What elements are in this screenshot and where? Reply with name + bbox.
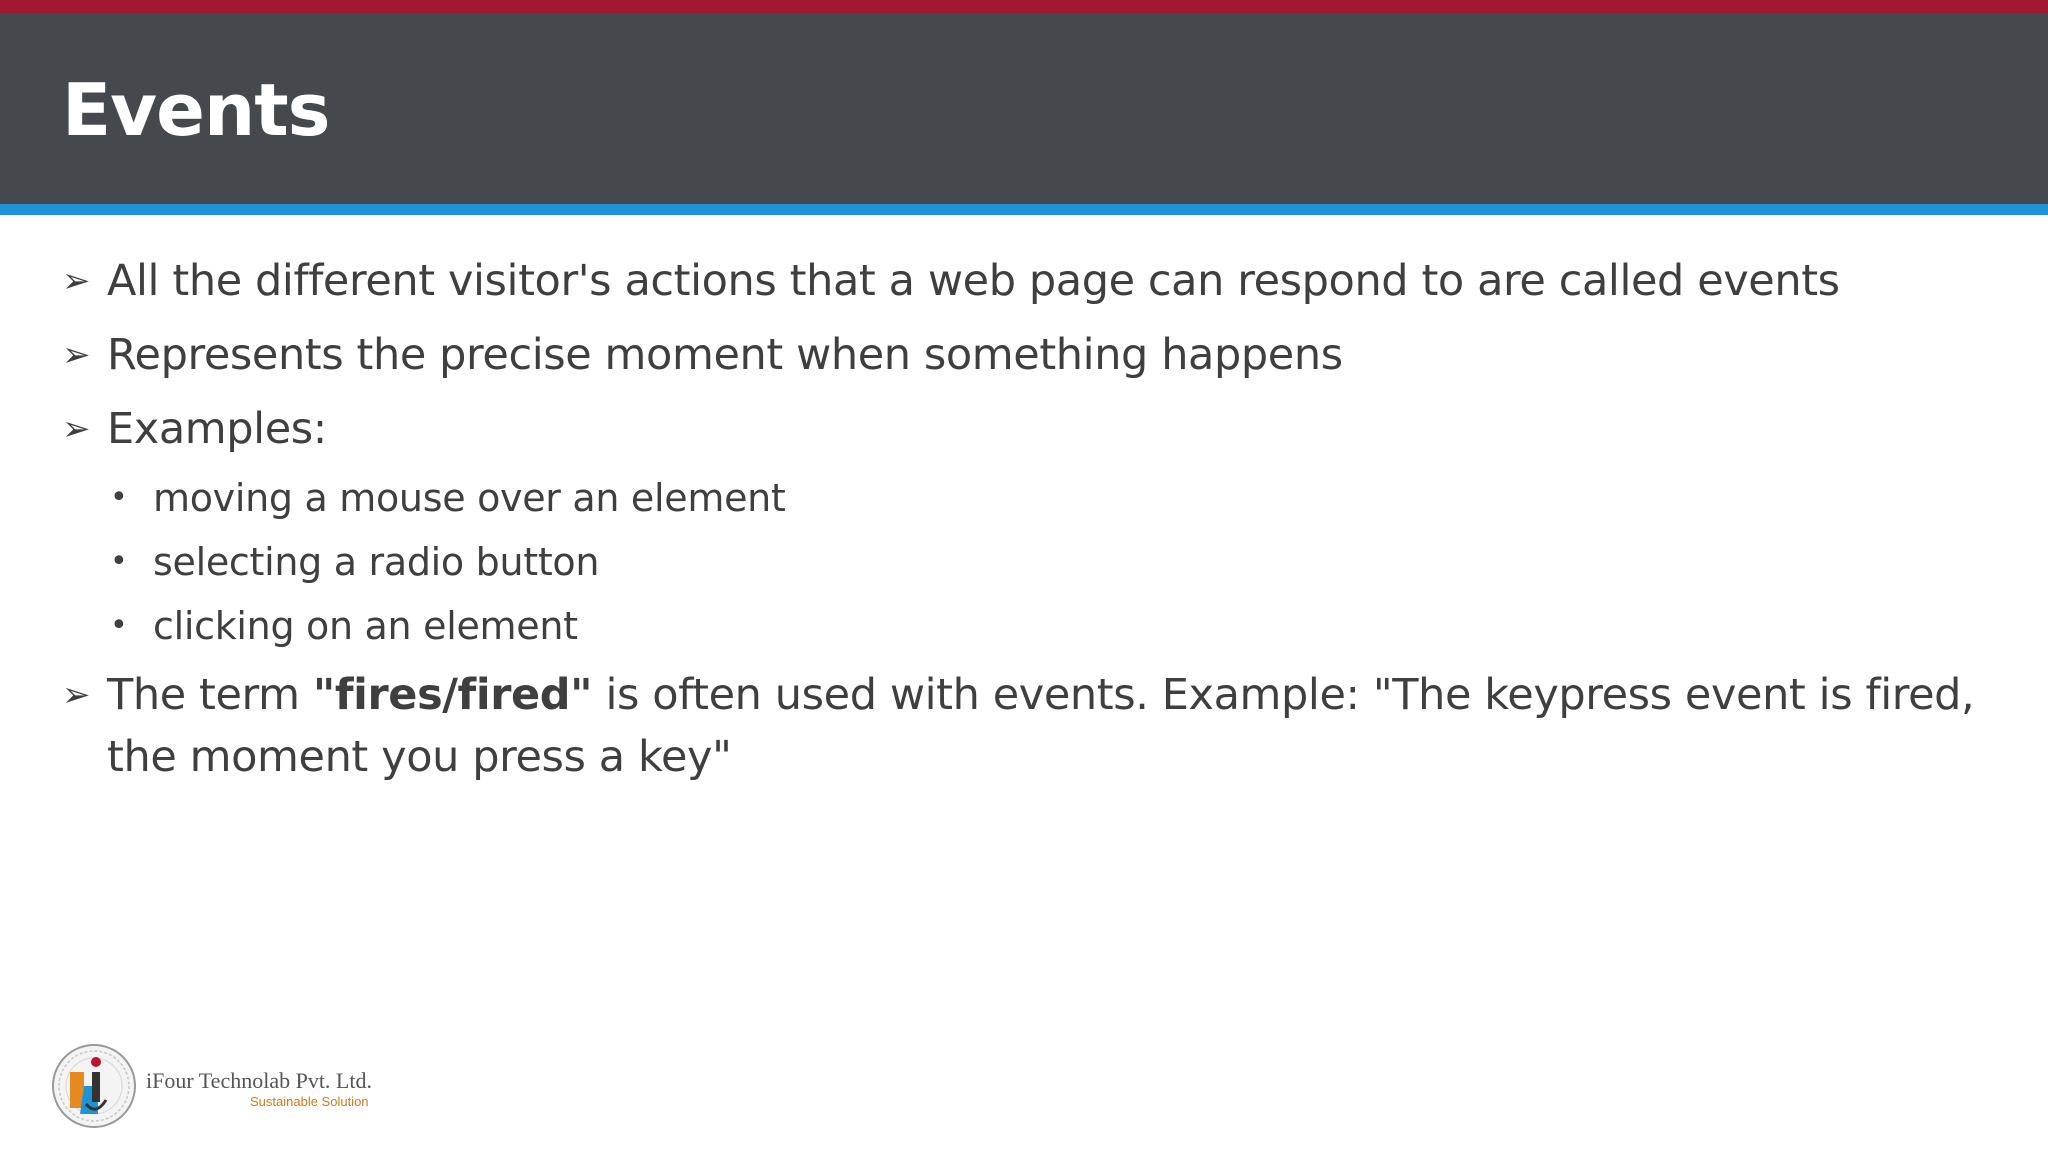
header-underline bbox=[0, 204, 2048, 215]
arrow-bullet-icon: ➢ bbox=[62, 261, 91, 301]
arrow-bullet-icon: ➢ bbox=[62, 409, 91, 449]
bullet-text: Represents the precise moment when something happens bbox=[107, 330, 1343, 380]
bullet-item bbox=[62, 324, 2002, 386]
slide-title: Events bbox=[62, 68, 330, 152]
bullet-text-start: The term bbox=[107, 670, 313, 720]
dot-bullet-icon: • bbox=[110, 480, 128, 515]
bullet-list bbox=[62, 250, 2002, 800]
sub-bullet-item bbox=[62, 466, 2002, 530]
top-accent-stripe bbox=[0, 0, 2048, 13]
company-tagline: Sustainable Solution bbox=[250, 1094, 369, 1109]
bullet-bold-term: "fires/fired" bbox=[312, 670, 593, 720]
arrow-bullet-icon: ➢ bbox=[62, 675, 91, 715]
bullet-item bbox=[62, 250, 2002, 312]
company-name: iFour Technolab Pvt. Ltd. bbox=[146, 1068, 372, 1093]
dot-bullet-icon: • bbox=[110, 544, 128, 579]
arrow-bullet-icon: ➢ bbox=[62, 335, 91, 375]
sub-bullet-text: clicking on an element bbox=[153, 604, 578, 648]
bullet-item bbox=[62, 398, 2002, 460]
ifour-logo-icon bbox=[50, 1042, 138, 1130]
sub-bullet-text: moving a mouse over an element bbox=[153, 476, 786, 520]
bullet-item bbox=[62, 664, 2002, 788]
sub-bullet-text: selecting a radio button bbox=[153, 540, 600, 584]
sub-bullet-item bbox=[62, 530, 2002, 594]
bullet-text: All the different visitor's actions that a web page can respond to are called events bbox=[107, 256, 1840, 306]
sub-bullet-list bbox=[62, 466, 2002, 658]
dot-bullet-icon: • bbox=[110, 608, 128, 643]
company-logo bbox=[50, 1042, 450, 1132]
sub-bullet-item bbox=[62, 594, 2002, 658]
bullet-text-end: is often used with events. Example: "The keypress event is fired, the moment you press a key" bbox=[107, 670, 1975, 782]
bullet-text: Examples: bbox=[107, 404, 327, 454]
